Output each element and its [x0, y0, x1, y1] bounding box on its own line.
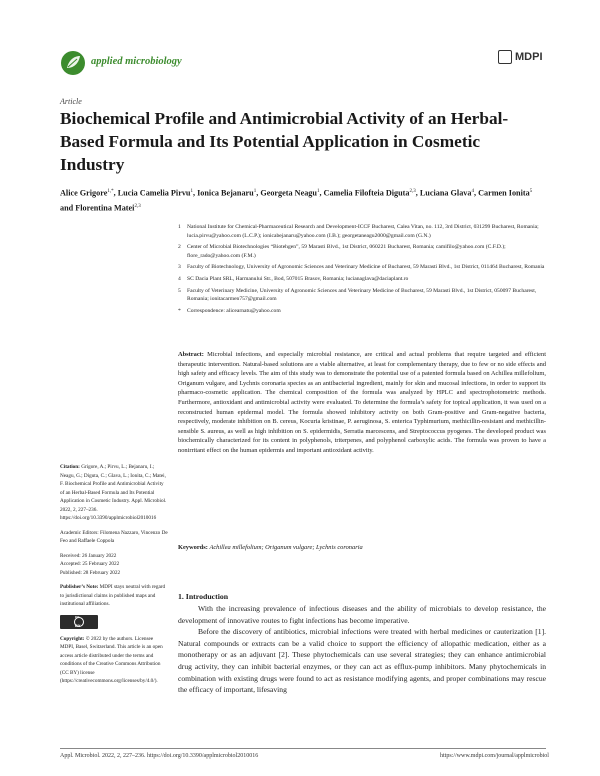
author-name: Luciana Glava [419, 188, 472, 198]
author-name: Lucia Camelia Pirvu [117, 188, 191, 198]
citation-block [60, 463, 168, 523]
affiliation-item [178, 275, 558, 284]
affiliation-number: 5 [178, 287, 181, 294]
author-affiliation-marker: 2,3 [409, 189, 416, 194]
publisher-name: MDPI [515, 51, 543, 63]
footer-citation[interactable]: Appl. Microbiol. 2022, 2, 227–236. https://doi.org/10.3390/applmicrobiol2010016 [60, 753, 259, 759]
published-date: Published: 28 February 2022 [60, 569, 121, 576]
keywords-label: Keywords: [178, 544, 208, 551]
affiliation-number: 4 [178, 275, 181, 282]
author-name: Ionica Bejanaru [197, 188, 254, 198]
abstract-label: Abstract: [178, 351, 204, 358]
author-affiliation-marker: 5 [529, 189, 533, 194]
affiliation-text: Center of Microbial Biotechnologies “Biotehgen”, 59 Marasti Blvd., 1st District, 060221 Bucharest, Romania; camifilo@yahoo.com (C.F.D.); flore_rado@yahoo.com (F.M.) [187, 244, 506, 259]
affiliation-item [178, 243, 558, 260]
publisher-note-text: MDPI stays neutral with regard to jurisdictional claims in published maps and institutional affiliations. [60, 584, 166, 607]
intro-paragraph: With the increasing prevalence of infectious diseases and the ability of microbials to develop resistance, the development of innovative routes to fight infections has become imperative. [178, 604, 546, 625]
author-name: Carmen Ionita [478, 188, 530, 198]
cc-icon: cc BY [74, 617, 84, 627]
journal-name: applied microbiology [91, 56, 182, 67]
citation-label: Citation: [60, 464, 80, 470]
author-affiliation-marker: 4 [471, 189, 474, 194]
abstract [178, 350, 546, 456]
affiliation-text: Faculty of Veterinary Medicine, University of Agronomic Sciences and Veterinary Medicine of Bucharest, 59 Marasti Blvd., 1st District, 050097 Bucharest, Romania; ionitacarmen757@gmail.com [187, 287, 537, 303]
affiliations [178, 223, 558, 318]
copyright-label: Copyright: [60, 635, 85, 642]
citation-text[interactable]: Grigore, A.; Pirvu, L.; Bejanaru, I.; Neagu, G.; Diguta, C.; Glava, L.; Ionita, C.; Matei, F. Biochemical Profile and Antimicrobial Activity of an Herbal-Based Formula and Its Potential Application in Cosmetic Industry. Appl. Microbiol. 2022, 2, 227–236. https://doi.org/10.3390/applmicrobiol2010016 [60, 464, 167, 521]
author-name: Florentina Matei [75, 203, 135, 213]
publisher-logo[interactable] [498, 50, 543, 64]
mdpi-square-icon [498, 50, 512, 64]
dates-block [60, 552, 168, 578]
editors-label: Academic Editors: [60, 529, 99, 536]
author-affiliation-marker: 2,3 [134, 203, 141, 209]
author-name: Georgeta Neagu [260, 188, 317, 198]
author-affiliation-marker: 1,* [107, 189, 114, 194]
affiliation-number: 1 [178, 224, 181, 230]
keywords [178, 543, 546, 553]
footer-journal-url[interactable]: https://www.mdpi.com/journal/applmicrobiol [440, 753, 549, 759]
author-affiliation-marker: 1 [190, 189, 193, 194]
journal-leaf-logo-icon [60, 50, 86, 76]
affiliation-number: 3 [178, 264, 181, 271]
abstract-text: Microbial infections, and especially microbial resistance, are critical and actual problems that require targeted and efficient therapeutic intervention. Natural-based solutions are a viable alternative, at least for complementary therapy, due to few or no side effects and high safety and efficacy levels. The aim of this study was to demonstrate the potential use of a patented formula based on Achillea millefolium, Origanum vulgare, and Lychnis coronaria species as an antibacterial ingredient, mainly for skin and mucosal infections, in order to support its pharmaco-cosmetic application. The chemical composition of the formula was analyzed by HPLC and spectrophotometric methods. Furthermore, antioxidant and antimicrobial activity were evaluated. To determine the formula’s safety for topical application, it was used on a reconstructed human epidermal model. The formula showed inhibitory activity on both Gram-positive and Gram-negative bacteria, respectively, moderate inhibition on B. cereus, Kocuria kristinae, P. aeruginosa, S. enterica Typhimurium, methicillin-resistant and methicillin-sensible S. aureus, as well as high inhibition on S. epidermidis, Serratia marcescens, and Streptococcus pyogenes. The developed product was biochemically characterized for its content in polyphenols, triterpenes, and polyphenol carboxylic acids. The formula was proven to have a nonirritant effect on the human epidermis and important antioxidant activity. [178, 351, 546, 454]
author-name: Camelia Filofteia Diguta [323, 188, 410, 198]
accepted-date: Accepted: 25 February 2022 [60, 561, 120, 567]
affiliation-text: Faculty of Biotechnology, University of Agronomic Sciences and Veterinary Medicine of Bucharest, 59 Marasti Blvd., 1st District, 011464 Bucharest, Romania [187, 264, 545, 271]
affiliation-number: * [178, 307, 181, 314]
sidebar [60, 463, 168, 692]
affiliation-text: Correspondence: alicearnatu@yahoo.com [187, 307, 281, 314]
copyright-block [60, 635, 168, 686]
copyright-text: © 2022 by the authors. Licensee MDPI, Basel, Switzerland. This article is an open access article distributed under the terms and conditions of the Creative Commons Attribution (CC BY) license (https://creativecommons.org/licenses/by/4.0/). [60, 635, 163, 684]
affiliation-item [178, 223, 558, 240]
affiliation-text: National Institute for Chemical-Pharmaceutical Research and Development-ICCF Bucharest, Calea Vitan, no. 112, 3rd District, 031299 Bucharest, Romania; lucia.pirvu@yahoo.com (L.C.P.); ionicabejanaru@yahoo.com (I.B.); georgetaneagu2000@gmail.com (G.N.) [187, 224, 539, 239]
affiliation-text: SC Dacia Plant SRL, Harmanului Str., Bod, 507015 Brasov, Romania; lucianaglava@daciaplant.ro [187, 275, 409, 282]
author-list: Alice Grigore$^{1,*}$, Lucia Camelia Pirvu$^1$, Ionica Bejanaru$^1$, Georgeta Neagu$^1$, Camelia Filofteia Diguta$^{2,3}$, Luciana Glava$^4$, Carmen Ionita$^5$ and Florentina Matei$^{2,3}$ [60, 188, 533, 213]
cc-license-badge[interactable] [60, 615, 98, 629]
affiliation-item [178, 287, 558, 304]
editors-text: Filomena Nazzaro, Vincenzo De Feo and Raffaele Coppola [60, 529, 168, 544]
article-title: Biochemical Profile and Antimicrobial Activity of an Herbal-Based Formula and Its Potential Application in Cosmetic Industry [60, 109, 509, 174]
affiliation-item [178, 263, 558, 272]
author-affiliation-marker: 1 [316, 189, 320, 194]
affiliation-item [178, 307, 558, 316]
author-affiliation-marker: 1 [253, 189, 257, 194]
intro-paragraph: Before the discovery of antibiotics, microbial infections were treated with herbal medicines or cauterization [1]. Natural compounds or extracts can be a valid choice to support the efficiency of allopathic medication, either as a monotherapy or as an adjuvant [2]. These phytochemicals can use several strategies; they can enhance antimicrobial drug activity, they can inhibit bacterial enzymes, or they can act as efflux-pump inhibitors. Many phytochemicals in combination with existing drugs were found to act as resistance modifying agents, and proper combinations may rescue the efficacy of important, lifesaving [178, 627, 546, 695]
introduction-body [178, 603, 546, 696]
received-date: Received: 26 January 2022 [60, 552, 117, 559]
footer-divider [60, 748, 546, 749]
article-type: Article [60, 97, 82, 106]
publisher-note-block [60, 583, 168, 609]
section-heading-introduction: 1. Introduction [178, 592, 229, 601]
affiliation-number: 2 [178, 244, 181, 251]
publisher-note-label: Publisher’s Note: [60, 584, 99, 590]
author-name: Alice Grigore [60, 188, 108, 198]
editors-block [60, 529, 168, 546]
keywords-text: Achillea millefolium; Origanum vulgare; Lychnis coronaria [209, 544, 363, 551]
